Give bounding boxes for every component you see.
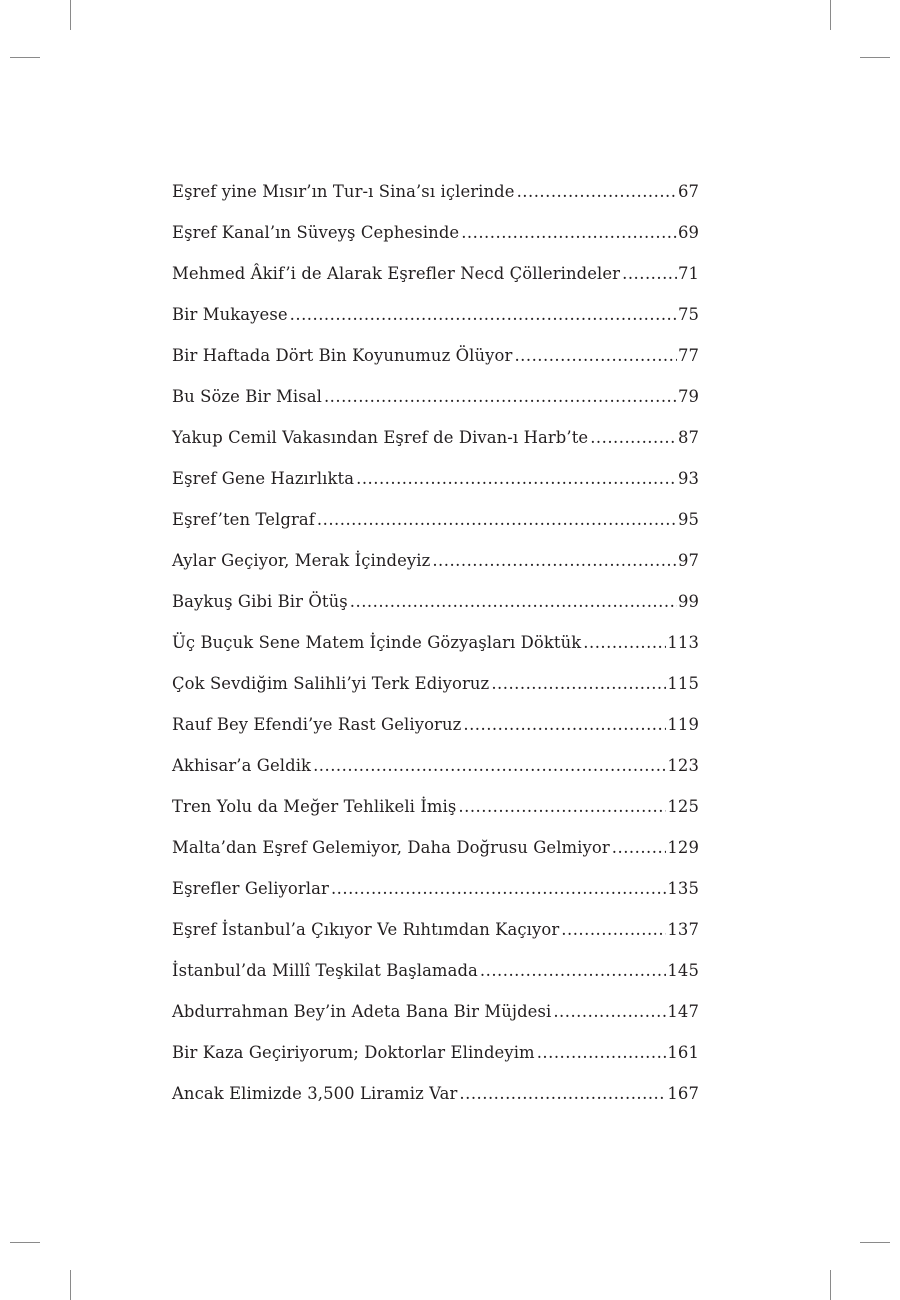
toc-page-number: 137 [667,920,699,939]
toc-entry-title: Bir Kaza Geçiriyorum; Doktorlar Elindeyim [172,1043,535,1062]
toc-entry [172,1073,699,1114]
toc-entry [172,540,699,581]
toc-entry-title: Bu Söze Bir Misal [172,387,322,406]
toc-page-number: 87 [677,428,699,447]
toc-dot-leader [553,991,666,1032]
crop-mark-top-right-horizontal [860,57,890,58]
toc-dot-leader [459,1073,666,1114]
toc-entry-title: Akhisar’a Geldik [172,756,312,775]
toc-entry [172,212,699,253]
toc-dot-leader [622,253,677,294]
toc-dot-leader [514,335,677,376]
toc-dot-leader [583,622,666,663]
crop-mark-bottom-right-horizontal [860,1242,890,1243]
toc-entry-title: Malta’dan Eşref Gelemiyor, Daha Doğrusu Gelmiyor [172,838,610,857]
toc-entry [172,622,699,663]
toc-entry [172,294,699,335]
toc-dot-leader [317,499,677,540]
toc-page-number: 97 [677,551,699,570]
toc-page-number: 145 [667,961,699,980]
toc-entry-title: Bir Mukayese [172,305,288,324]
crop-mark-top-right-vertical [830,0,831,30]
crop-mark-top-left-horizontal [10,57,40,58]
toc-entry [172,458,699,499]
toc-dot-leader [313,745,666,786]
toc-dot-leader [432,540,677,581]
toc-entry-title: Eşref yine Mısır’ın Tur-ı Sina’sı içlerinde [172,182,515,201]
toc-dot-leader [461,212,677,253]
toc-entry-title: İstanbul’da Millî Teşkilat Başlamada [172,961,478,980]
toc-page-number: 93 [677,469,699,488]
toc-entry [172,335,699,376]
toc-entry [172,663,699,704]
toc-page-number: 99 [677,592,699,611]
toc-entry [172,376,699,417]
toc-dot-leader [537,1032,667,1073]
toc-page-number: 123 [667,756,699,775]
toc-entry [172,786,699,827]
toc-dot-leader [612,827,667,868]
toc-entry [172,253,699,294]
toc-entry-title: Rauf Bey Efendi’ye Rast Geliyoruz [172,715,462,734]
crop-mark-bottom-left-horizontal [10,1242,40,1243]
table-of-contents [172,171,699,1114]
toc-entry-title: Çok Sevdiğim Salihli’yi Terk Ediyoruz [172,674,490,693]
toc-page-number: 67 [677,182,699,201]
toc-page-number: 135 [667,879,699,898]
toc-entry [172,1032,699,1073]
toc-page-number: 77 [677,346,699,365]
toc-page-number: 113 [667,633,699,652]
toc-dot-leader [480,950,666,991]
toc-entry-title: Eşref İstanbul’a Çıkıyor Ve Rıhtımdan Kaçıyor [172,920,560,939]
toc-entry-title: Eşrefler Geliyorlar [172,879,329,898]
toc-entry-title: Eşref Kanal’ın Süveyş Cephesinde [172,223,460,242]
toc-entry-title: Abdurrahman Bey’in Adeta Bana Bir Müjdesi [172,1002,552,1021]
toc-dot-leader [491,663,666,704]
toc-entry-title: Ancak Elimizde 3,500 Liramiz Var [172,1084,458,1103]
toc-page-number: 95 [677,510,699,529]
toc-entry-title: Tren Yolu da Meğer Tehlikeli İmiş [172,797,457,816]
toc-page-number: 69 [677,223,699,242]
toc-dot-leader [290,294,677,335]
toc-entry [172,581,699,622]
toc-entry [172,868,699,909]
toc-page-number: 79 [677,387,699,406]
toc-entry [172,745,699,786]
toc-entry-title: Eşref’ten Telgraf [172,510,315,529]
toc-dot-leader [517,171,677,212]
toc-entry [172,171,699,212]
toc-dot-leader [350,581,677,622]
toc-dot-leader [590,417,677,458]
toc-page-number: 125 [667,797,699,816]
toc-page-number: 115 [667,674,699,693]
toc-entry [172,991,699,1032]
toc-page-number: 119 [667,715,699,734]
toc-entry [172,499,699,540]
crop-mark-top-left-vertical [70,0,71,30]
toc-dot-leader [356,458,677,499]
toc-entry-title: Üç Buçuk Sene Matem İçinde Gözyaşları Döktük [172,633,582,652]
crop-mark-bottom-left-vertical [70,1270,71,1300]
toc-dot-leader [331,868,666,909]
crop-mark-bottom-right-vertical [830,1270,831,1300]
toc-entry [172,950,699,991]
toc-dot-leader [561,909,666,950]
toc-dot-leader [463,704,666,745]
toc-entry [172,417,699,458]
toc-page-number: 75 [677,305,699,324]
toc-entry-title: Yakup Cemil Vakasından Eşref de Divan-ı Harb’te [172,428,589,447]
toc-page-number: 71 [677,264,699,283]
toc-page-number: 129 [667,838,699,857]
toc-entry [172,704,699,745]
toc-entry-title: Baykuş Gibi Bir Ötüş [172,592,348,611]
toc-entry-title: Aylar Geçiyor, Merak İçindeyiz [172,551,431,570]
toc-entry-title: Eşref Gene Hazırlıkta [172,469,355,488]
toc-page-number: 161 [667,1043,699,1062]
toc-entry-title: Bir Haftada Dört Bin Koyunumuz Ölüyor [172,346,513,365]
toc-entry [172,827,699,868]
toc-dot-leader [324,376,677,417]
toc-page-number: 167 [667,1084,699,1103]
toc-entry [172,909,699,950]
toc-dot-leader [458,786,666,827]
toc-page-number: 147 [667,1002,699,1021]
toc-entry-title: Mehmed Âkif’i de Alarak Eşrefler Necd Çöllerindeler [172,264,621,283]
